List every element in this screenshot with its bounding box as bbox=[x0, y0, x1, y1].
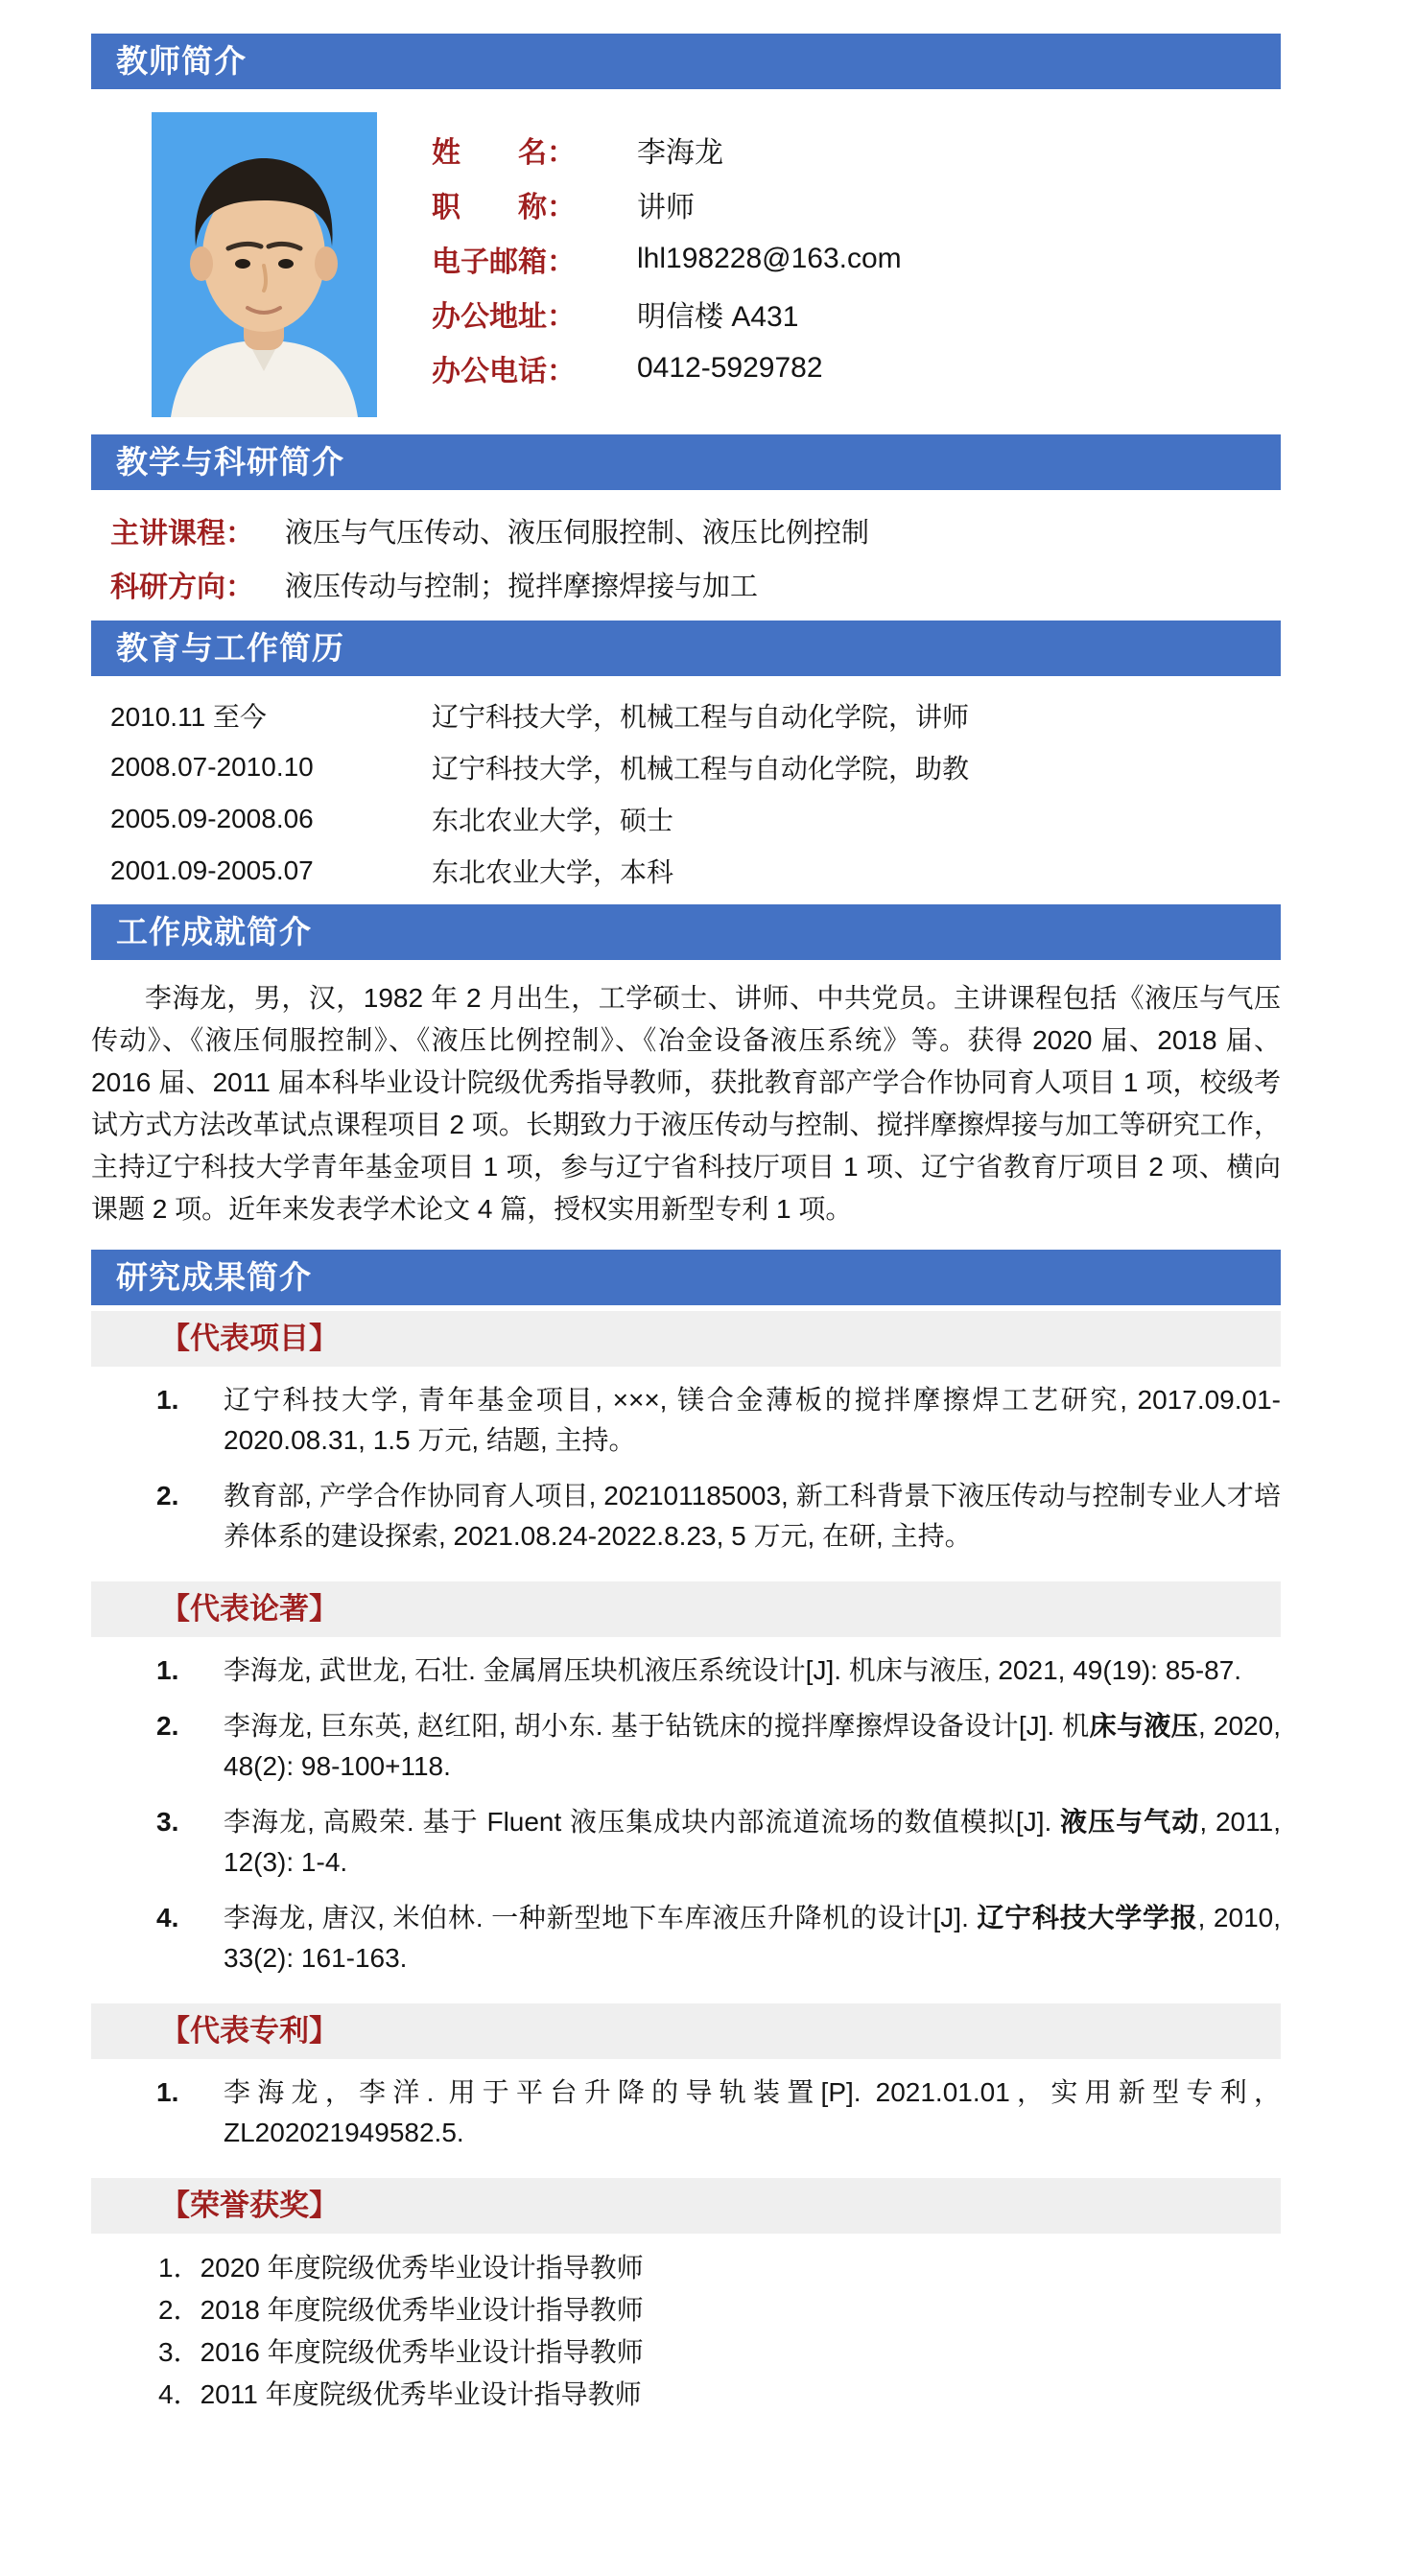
item-number: 3． bbox=[158, 2337, 201, 2367]
list-item-paper bbox=[91, 1706, 1281, 1787]
field-row-title bbox=[432, 176, 902, 231]
teaching-block bbox=[91, 490, 1281, 621]
item-number: 1. bbox=[156, 1385, 179, 1415]
history-period: 2005.09-2008.06 bbox=[110, 804, 314, 833]
item-number: 4． bbox=[158, 2379, 201, 2409]
subheading-representative-papers: 【代表论著】 bbox=[91, 1581, 1281, 1637]
work-achievements-paragraph: 李海龙，男，汉，1982 年 2 月出生，工学硕士、讲师、中共党员。主讲课程包括《液压与气压传动》、《液压伺服控制》、《液压比例控制》、《冶金设备液压系统》等。获得 2020 届、2018 届、2016 届、2011 届本科毕业设计院级优秀指导教师，获批教育部产学合作协同育人项目 1 项，校级考试方式方法改革试点课程项目 2 项。长期致力于液压传动与控制、搅拌摩擦焊接与加工等研究工作，主持辽宁科技大学青年基金项目 1 项，参与辽宁省科技厅项目 1 项、辽宁省教育厅项目 2 项、横向课题 2 项。近年来发表学术论文 4 篇，授权实用新型专利 1 项。 bbox=[91, 983, 1281, 1224]
list-item-honor bbox=[158, 2289, 1281, 2331]
honors-list bbox=[91, 2234, 1281, 2420]
profile-block bbox=[91, 89, 1281, 434]
item-text-pre: 李海龙, 高殿荣. 基于 Fluent 液压集成块内部流道流场的数值模拟[J]. bbox=[224, 1807, 1061, 1837]
item-text-pre: 李海龙, 武世龙, 石壮. 金属屑压块机液压系统设计[J]. 机床与液压, 2021, 49(19): 85-87. bbox=[224, 1655, 1242, 1685]
history-period: 2008.07-2010.10 bbox=[110, 752, 314, 782]
section-header-research-results: 研究成果简介 bbox=[91, 1250, 1281, 1305]
row-label: 科研方向： bbox=[110, 572, 254, 603]
item-text-post: , 2011, 12(3): 1-4. bbox=[224, 1807, 1281, 1877]
item-text-post: , 2010, 33(2): 161-163. bbox=[224, 1903, 1281, 1973]
history-row bbox=[110, 793, 1281, 845]
list-item-honor bbox=[158, 2247, 1281, 2289]
list-item-paper bbox=[91, 1802, 1281, 1883]
list-item-paper bbox=[91, 1651, 1281, 1691]
row-research-direction bbox=[110, 557, 1281, 611]
list-item-honor bbox=[158, 2374, 1281, 2416]
list-item-project bbox=[91, 1476, 1281, 1557]
section-header-teaching-research: 教学与科研简介 bbox=[91, 434, 1281, 490]
item-text: 2011 年度院级优秀毕业设计指导教师 bbox=[200, 2379, 642, 2409]
row-label: 主讲课程： bbox=[110, 518, 254, 550]
item-text-post: , 2020, 48(2): 98-100+118. bbox=[224, 1711, 1281, 1781]
field-value: 明信楼 A431 bbox=[637, 300, 799, 333]
item-text: 2016 年度院级优秀毕业设计指导教师 bbox=[200, 2337, 644, 2367]
item-number: 2. bbox=[156, 1481, 179, 1510]
profile-photo bbox=[152, 112, 377, 417]
item-number: 1． bbox=[158, 2253, 201, 2283]
item-text-pre: 李海龙, 巨东英, 赵红阳, 胡小东. 基于钻铣床的搅拌摩擦焊设备设计[J]. 机 bbox=[224, 1711, 1090, 1741]
row-courses bbox=[110, 503, 1281, 557]
item-journal-bold: 辽宁科技大学学报 bbox=[977, 1903, 1198, 1932]
profile-fields bbox=[432, 112, 902, 417]
projects-list bbox=[91, 1367, 1281, 1576]
item-text: 李海龙，李洋. 用于平台升降的导轨装置[P]. 2021.01.01，实用新型专利，ZL202021949582.5. bbox=[224, 2077, 1281, 2147]
item-number: 1. bbox=[156, 2077, 179, 2107]
field-label: 电子邮箱： bbox=[432, 246, 576, 278]
section-header-work-achievements: 工作成就简介 bbox=[91, 904, 1281, 960]
item-text: 辽宁科技大学, 青年基金项目, ×××, 镁合金薄板的搅拌摩擦焊工艺研究, 2017.09.01-2020.08.31, 1.5 万元, 结题, 主持。 bbox=[224, 1385, 1281, 1455]
field-value: 0412-5929782 bbox=[637, 351, 823, 384]
field-label: 办公电话： bbox=[432, 355, 576, 387]
item-journal-bold: 液压与气动 bbox=[1060, 1807, 1200, 1837]
history-row bbox=[110, 690, 1281, 741]
field-label: 办公地址： bbox=[432, 300, 576, 333]
history-detail: 辽宁科技大学，机械工程与自动化学院，讲师 bbox=[432, 702, 970, 732]
list-item-project bbox=[91, 1380, 1281, 1461]
history-row bbox=[110, 741, 1281, 793]
item-text: 2018 年度院级优秀毕业设计指导教师 bbox=[200, 2295, 644, 2325]
field-row-office-address bbox=[432, 286, 902, 340]
list-item-paper bbox=[91, 1898, 1281, 1979]
item-number: 4. bbox=[156, 1903, 179, 1932]
history-detail: 辽宁科技大学，机械工程与自动化学院，助教 bbox=[432, 754, 970, 784]
list-item-honor bbox=[158, 2331, 1281, 2374]
item-number: 1. bbox=[156, 1655, 179, 1685]
row-value: 液压与气压传动、液压伺服控制、液压比例控制 bbox=[285, 517, 870, 549]
field-value-email: lhl198228@163.com bbox=[637, 242, 902, 274]
item-text: 2020 年度院级优秀毕业设计指导教师 bbox=[200, 2253, 644, 2283]
history-detail: 东北农业大学，硕士 bbox=[432, 806, 674, 835]
subheading-honors-awards: 【荣誉获奖】 bbox=[91, 2178, 1281, 2234]
item-text-pre: 李海龙, 唐汉, 米伯林. 一种新型地下车库液压升降机的设计[J]. bbox=[224, 1903, 978, 1932]
item-journal-bold: 床与液压 bbox=[1089, 1711, 1199, 1741]
item-text: 教育部, 产学合作协同育人项目, 202101185003, 新工科背景下液压传动与控制专业人才培养体系的建设探索, 2021.08.24-2022.8.23, 5 万元, 在研, 主持。 bbox=[224, 1481, 1281, 1551]
subheading-representative-patents: 【代表专利】 bbox=[91, 2003, 1281, 2059]
item-number: 3. bbox=[156, 1807, 179, 1837]
history-detail: 东北农业大学，本科 bbox=[432, 857, 674, 887]
field-row-email bbox=[432, 231, 902, 286]
patents-list bbox=[91, 2059, 1281, 2172]
field-label: 姓 名： bbox=[432, 136, 576, 169]
field-row-name bbox=[432, 122, 902, 176]
field-value: 李海龙 bbox=[637, 136, 723, 169]
history-period: 2001.09-2005.07 bbox=[110, 855, 314, 885]
history-row bbox=[110, 845, 1281, 897]
history-period: 2010.11 至今 bbox=[110, 702, 267, 732]
papers-list bbox=[91, 1637, 1281, 1998]
section-header-history: 教育与工作简历 bbox=[91, 621, 1281, 676]
row-value: 液压传动与控制；搅拌摩擦焊接与加工 bbox=[285, 571, 759, 602]
section-header-teacher-intro: 教师简介 bbox=[91, 34, 1281, 89]
field-value: 讲师 bbox=[637, 191, 695, 223]
list-item-patent bbox=[91, 2073, 1281, 2153]
subheading-representative-projects: 【代表项目】 bbox=[91, 1311, 1281, 1367]
item-number: 2． bbox=[158, 2295, 201, 2325]
history-block bbox=[91, 676, 1281, 904]
item-number: 2. bbox=[156, 1711, 179, 1741]
field-row-office-phone bbox=[432, 340, 902, 395]
field-label: 职 称： bbox=[432, 191, 576, 223]
